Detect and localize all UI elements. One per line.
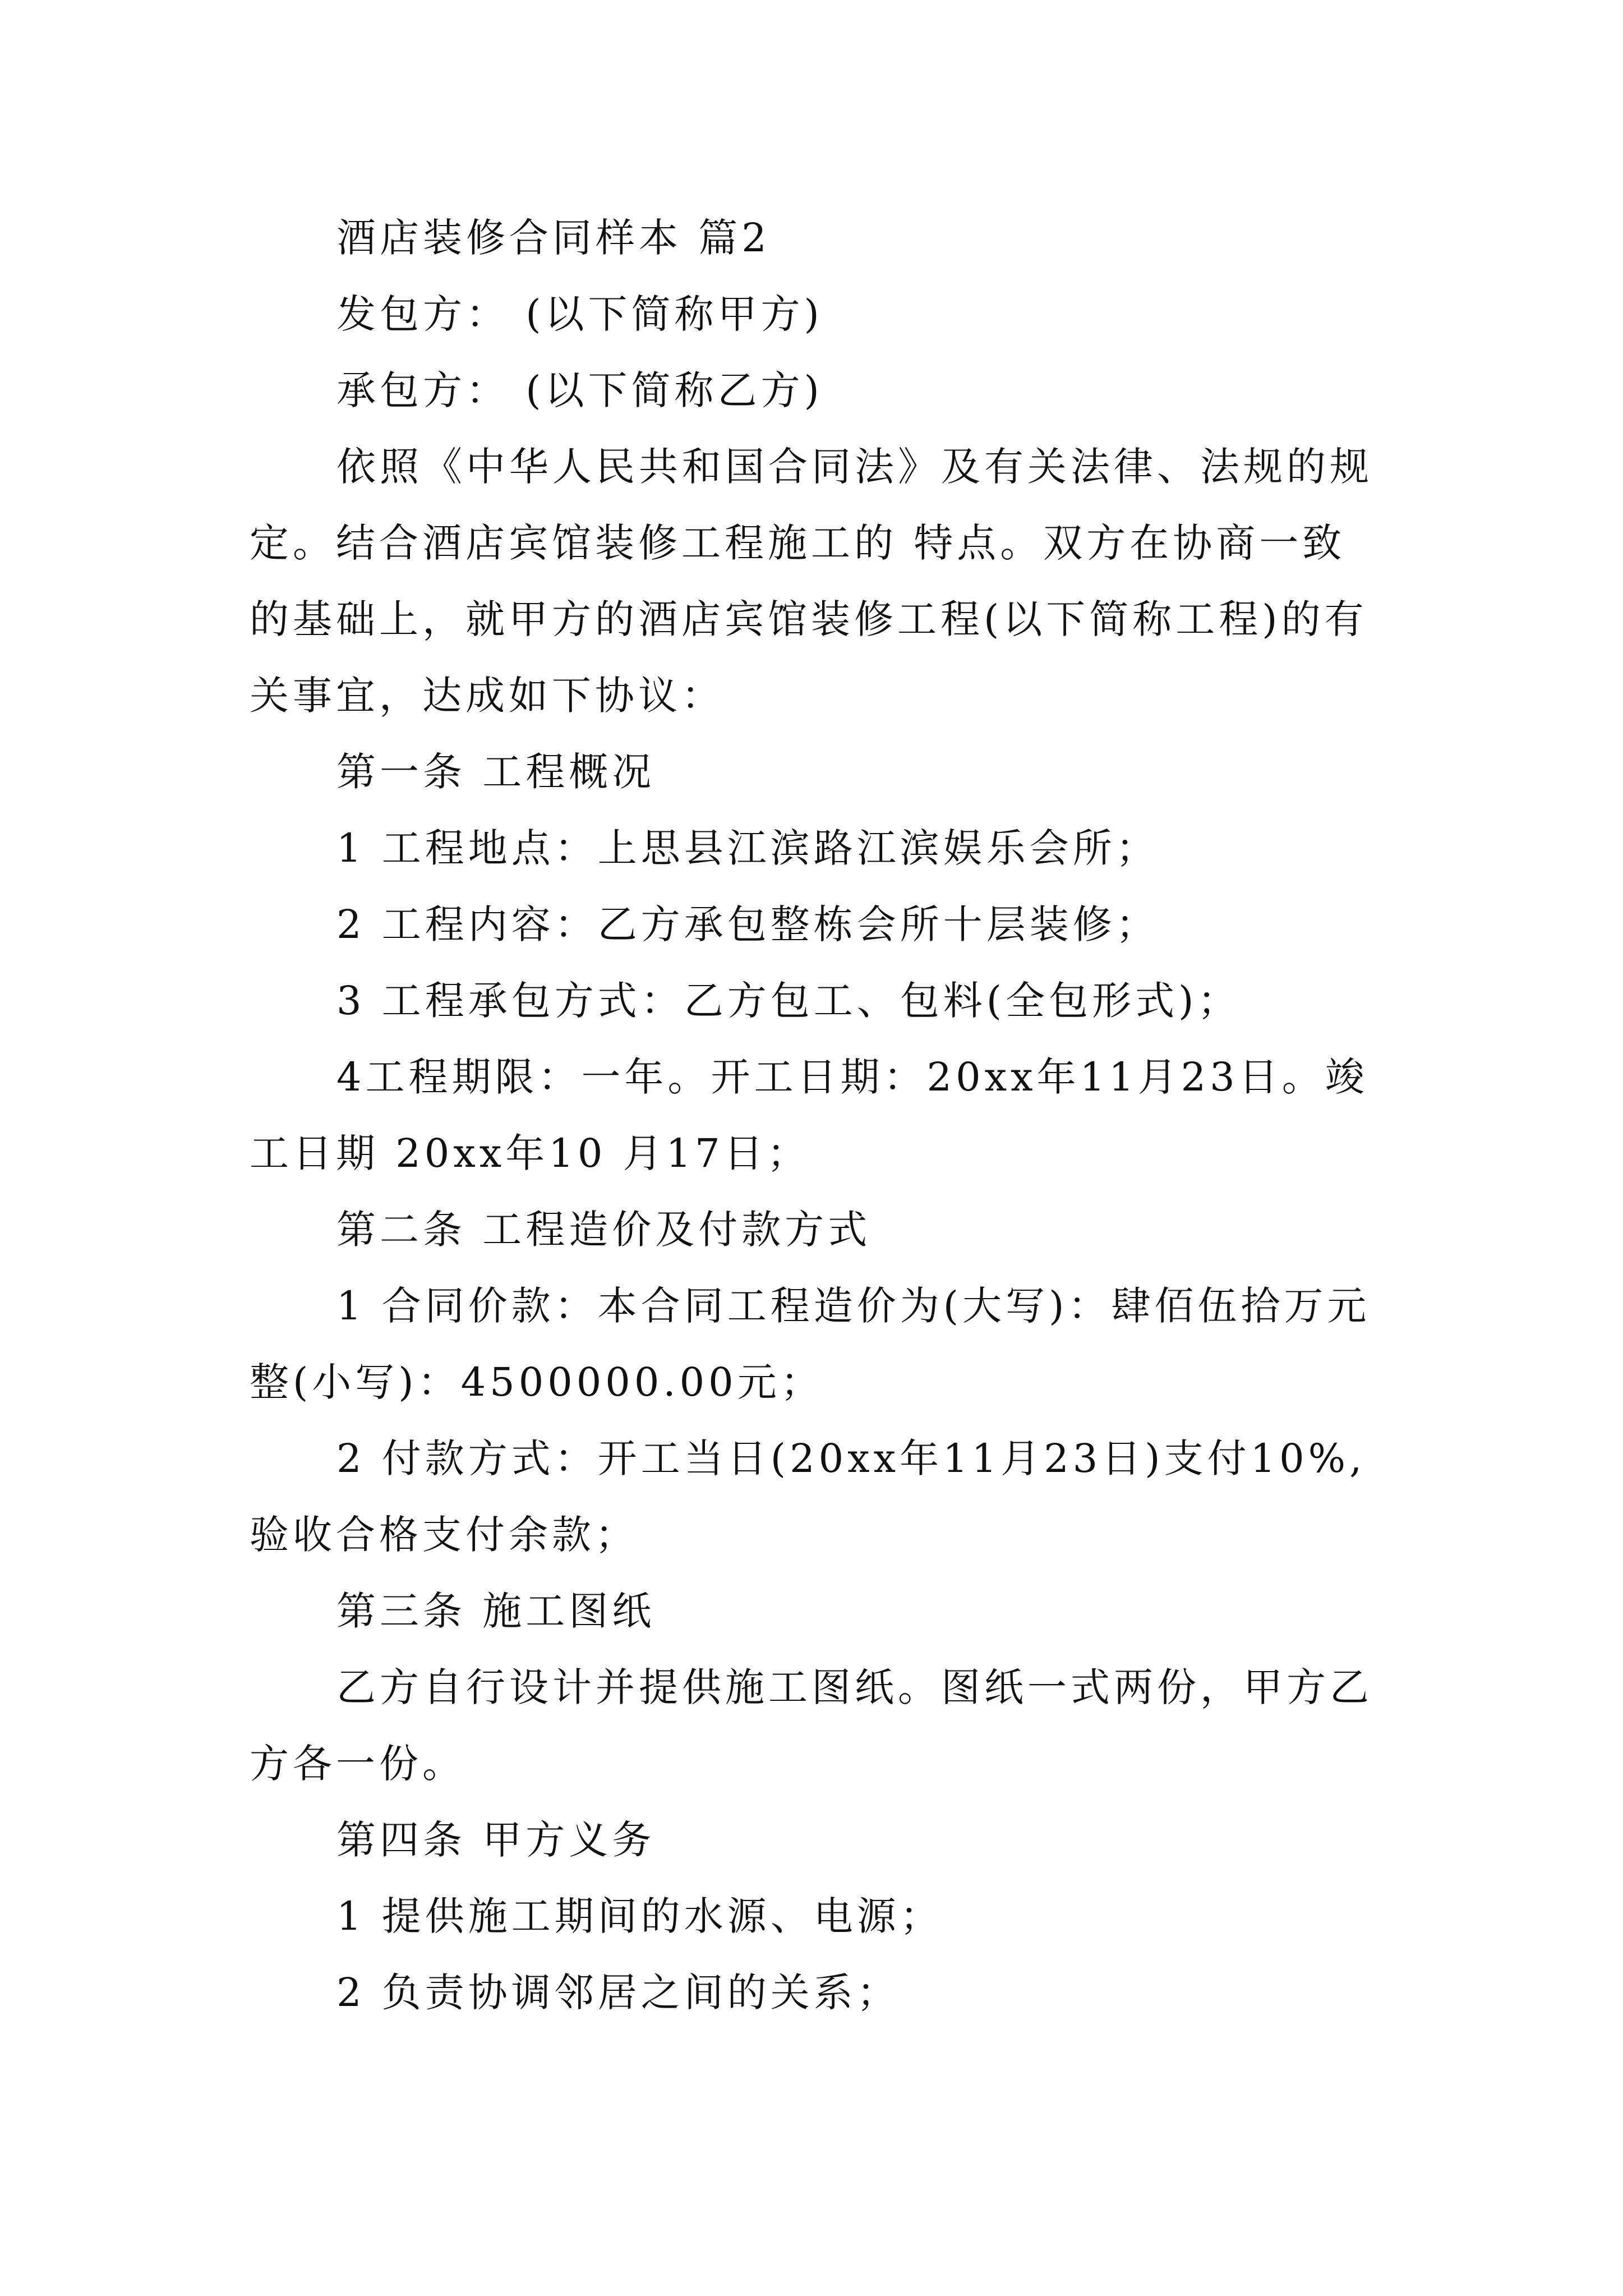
intro-paragraph-line-1: 依照《中华人民共和国合同法》及有关法律、法规的规	[336, 444, 1373, 490]
article-4-item-2: 2 负责协调邻居之间的关系；	[336, 1970, 900, 2016]
article-2-item-1-line-1: 1 合同价款：本合同工程造价为(大写)：肆佰伍拾万元	[336, 1283, 1371, 1329]
party-a-line: 发包方： (以下简称甲方)	[336, 291, 823, 337]
article-1-item-4-line-1: 4工程期限：一年。开工日期：20xx年11月23日。竣	[336, 1054, 1368, 1100]
article-4-item-1: 1 提供施工期间的水源、电源；	[336, 1893, 943, 1939]
article-2-heading: 第二条 工程造价及付款方式	[336, 1207, 872, 1253]
article-1-item-3: 3 工程承包方式：乙方包工、包料(全包形式)；	[336, 978, 1241, 1024]
article-3-heading: 第三条 施工图纸	[336, 1588, 656, 1634]
document-title: 酒店装修合同样本 篇2	[336, 215, 771, 261]
article-3-paragraph-line-1: 乙方自行设计并提供施工图纸。图纸一式两份，甲方乙	[336, 1664, 1373, 1710]
article-1-item-2: 2 工程内容：乙方承包整栋会所十层装修；	[336, 901, 1159, 947]
article-4-heading: 第四条 甲方义务	[336, 1817, 656, 1863]
article-1-item-1: 1 工程地点：上思县江滨路江滨娱乐会所；	[336, 825, 1159, 871]
intro-paragraph-line-4: 关事宜，达成如下协议：	[250, 673, 725, 719]
article-2-item-2-line-2: 验收合格支付余款；	[250, 1512, 638, 1558]
intro-paragraph-line-3: 的基础上，就甲方的酒店宾馆装修工程(以下简称工程)的有	[250, 596, 1368, 642]
article-2-item-2-line-1: 2 付款方式：开工当日(20xx年11月23日)支付10%,	[336, 1435, 1366, 1481]
article-1-heading: 第一条 工程概况	[336, 749, 656, 795]
intro-paragraph-line-2: 定。结合酒店宾馆装修工程施工的 特点。双方在协商一致	[250, 520, 1346, 566]
party-b-line: 承包方： (以下简称乙方)	[336, 367, 823, 413]
article-2-item-1-line-2: 整(小写)：4500000.00元；	[250, 1359, 824, 1405]
article-1-item-4-line-2: 工日期 20xx年10 月17日；	[250, 1130, 810, 1176]
article-3-paragraph-line-2: 方各一份。	[250, 1741, 465, 1787]
document-body	[250, 200, 1394, 2031]
